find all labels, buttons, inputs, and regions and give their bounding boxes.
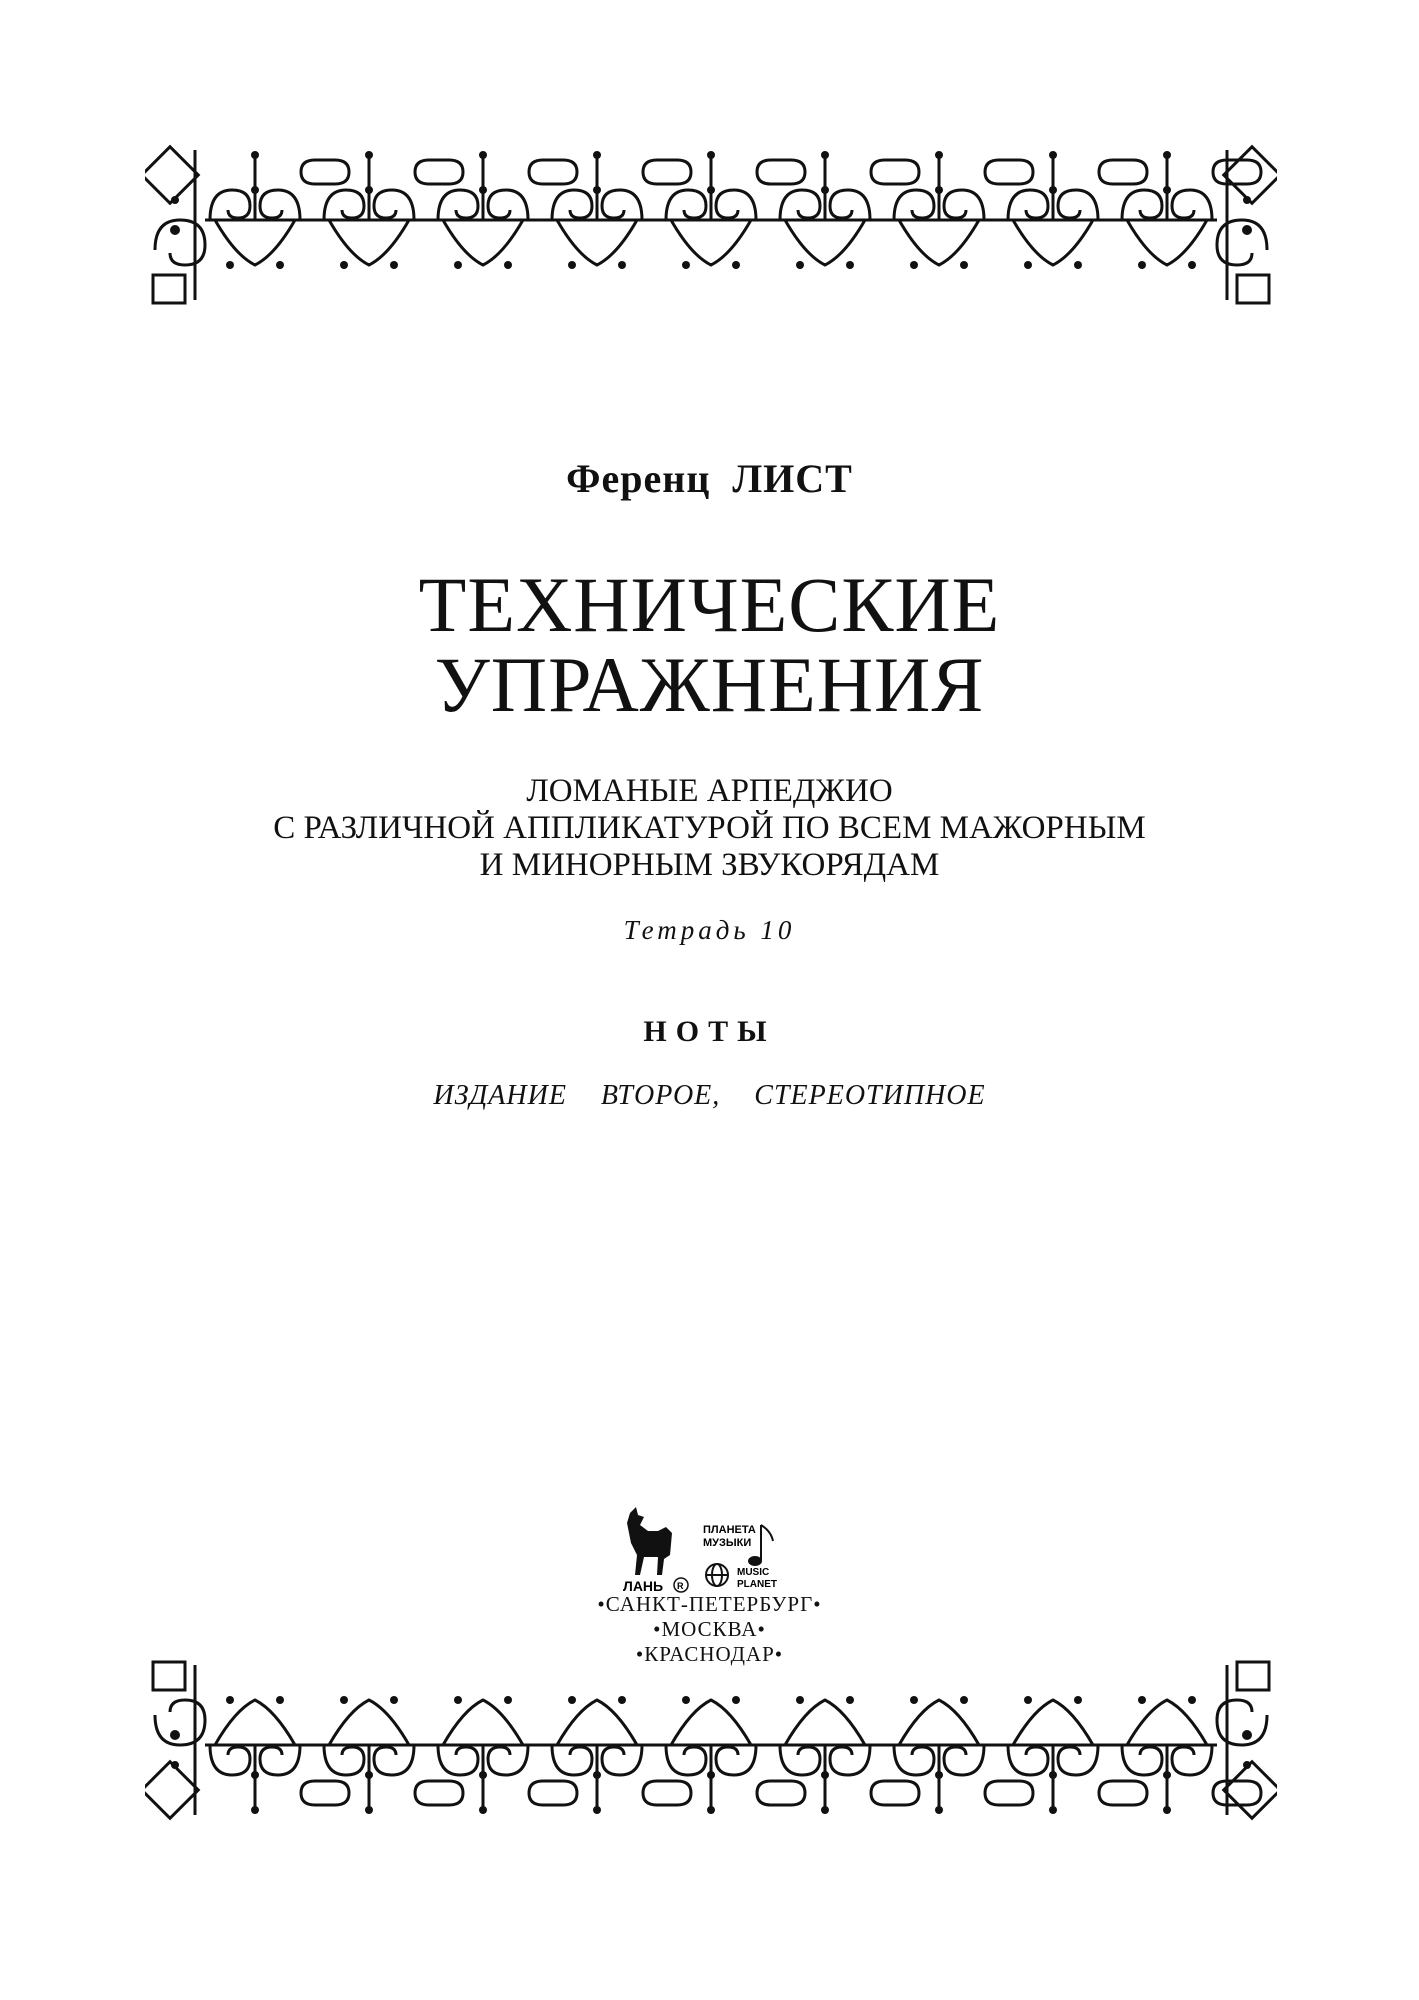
author-first-name: Ференц xyxy=(566,456,711,501)
notebook-number: Тетрадь 10 xyxy=(623,915,796,945)
ornament-dot xyxy=(846,261,854,269)
ornament-dot xyxy=(960,1696,968,1704)
ornament-dot xyxy=(1049,1771,1057,1779)
notes-label: НОТЫ xyxy=(643,1015,776,1048)
ornament-dot xyxy=(340,261,348,269)
ornament-dot xyxy=(935,1806,943,1814)
top-ornament xyxy=(145,140,1277,310)
ornament-dot xyxy=(390,261,398,269)
ornament-dot xyxy=(707,1806,715,1814)
ornament-dot xyxy=(251,1771,259,1779)
ornament-dot xyxy=(935,186,943,194)
ornament-scroll xyxy=(552,1700,691,1810)
ornament-dot xyxy=(1049,1806,1057,1814)
bottom-ornament xyxy=(145,1655,1277,1825)
ornament-dot xyxy=(365,151,373,159)
ornament-scroll xyxy=(210,155,349,265)
ornament-dot xyxy=(593,186,601,194)
ornament-dot xyxy=(707,151,715,159)
main-title xyxy=(0,561,1419,728)
svg-text:R: R xyxy=(677,1581,684,1591)
ornament-dot xyxy=(276,1696,284,1704)
ornament-dot xyxy=(618,261,626,269)
ornament-scroll xyxy=(1122,155,1261,265)
ornament-dot xyxy=(1188,1696,1196,1704)
ornament-dot xyxy=(251,186,259,194)
ornament-dot xyxy=(1163,1806,1171,1814)
ornament-scroll xyxy=(894,1700,1033,1810)
ornament-dot xyxy=(479,151,487,159)
ornament-dot xyxy=(365,186,373,194)
ornament-dot xyxy=(1163,1771,1171,1779)
publisher-logo xyxy=(585,1505,845,1595)
ornament-dot xyxy=(1163,186,1171,194)
ornament-dot xyxy=(732,261,740,269)
ornament-dot xyxy=(340,1696,348,1704)
ornament-scroll xyxy=(1008,1700,1147,1810)
author-last-name: ЛИСТ xyxy=(732,456,853,501)
ornament-dot xyxy=(1188,261,1196,269)
ornament-dot xyxy=(618,1696,626,1704)
ornament-dot xyxy=(732,1696,740,1704)
ornament-scroll xyxy=(210,1700,349,1810)
ornament-dot xyxy=(593,1771,601,1779)
ornament-dot xyxy=(910,1696,918,1704)
ornament-dot xyxy=(935,1771,943,1779)
ornament-dot xyxy=(960,261,968,269)
logo-music-line-2: PLANET xyxy=(737,1579,777,1590)
ornament-dot xyxy=(935,151,943,159)
main-title-line-1: ТЕХНИЧЕСКИЕ xyxy=(418,561,1001,648)
ornament-dot xyxy=(796,261,804,269)
ornament-dot xyxy=(910,261,918,269)
ornament-scroll xyxy=(1122,1700,1261,1810)
ornament-dot xyxy=(682,261,690,269)
ornament-dot xyxy=(1024,1696,1032,1704)
ornament-dot xyxy=(568,1696,576,1704)
ornament-scroll xyxy=(666,155,805,265)
ornament-scroll xyxy=(780,155,919,265)
ornament-scroll xyxy=(324,1700,463,1810)
ornament-dot xyxy=(479,186,487,194)
ornament-dot xyxy=(479,1771,487,1779)
logo-planeta-line-2: МУЗЫКИ xyxy=(703,1537,752,1549)
ornament-dot xyxy=(1163,151,1171,159)
edition-label: ИЗДАНИЕ ВТОРОЕ, СТЕРЕОТИПНОЕ xyxy=(433,1080,986,1111)
ornament-dot xyxy=(821,1771,829,1779)
ornament-dot xyxy=(365,1806,373,1814)
ornament-dot xyxy=(1049,151,1057,159)
city-saint-petersburg: •САНКТ-ПЕТЕРБУРГ• xyxy=(597,1592,822,1616)
city-krasnodar: •КРАСНОДАР• xyxy=(635,1642,784,1666)
ornament-dot xyxy=(707,1771,715,1779)
ornament-border-top xyxy=(145,140,1277,310)
ornament-dot xyxy=(707,186,715,194)
ornament-dot xyxy=(593,1806,601,1814)
publisher-logo-graphic xyxy=(585,1505,845,1595)
ornament-dot xyxy=(226,1696,234,1704)
ornament-dot xyxy=(1074,261,1082,269)
ornament-scroll xyxy=(438,155,577,265)
ornament-dot xyxy=(821,151,829,159)
ornament-dot xyxy=(1024,261,1032,269)
ornament-scroll xyxy=(894,155,1033,265)
ornament-dot xyxy=(593,151,601,159)
main-title-line-2: УПРАЖНЕНИЯ xyxy=(434,641,985,728)
ornament-scroll xyxy=(552,155,691,265)
ornament-dot xyxy=(568,261,576,269)
ornament-dot xyxy=(365,1771,373,1779)
subtitle xyxy=(0,773,1419,884)
ornament-dot xyxy=(1138,261,1146,269)
ornament-dot xyxy=(479,1806,487,1814)
ornament-dot xyxy=(276,261,284,269)
logo-music-line-1: MUSIC xyxy=(737,1567,770,1578)
ornament-dot xyxy=(1138,1696,1146,1704)
ornament-border-bottom xyxy=(145,1655,1277,1825)
subtitle-line-1: ЛОМАНЫЕ АРПЕДЖИО xyxy=(526,773,893,809)
ornament-dot xyxy=(1049,186,1057,194)
ornament-dot xyxy=(226,261,234,269)
subtitle-line-2: С РАЗЛИЧНОЙ АППЛИКАТУРОЙ ПО ВСЕМ МАЖОРНЫМ xyxy=(273,810,1146,846)
ornament-dot xyxy=(846,1696,854,1704)
ornament-scroll xyxy=(438,1700,577,1810)
deer-logo-icon xyxy=(627,1507,672,1575)
ornament-dot xyxy=(821,1806,829,1814)
ornament-dot xyxy=(454,261,462,269)
ornament-dot xyxy=(390,1696,398,1704)
author-name xyxy=(0,455,1419,502)
ornament-dot xyxy=(1074,1696,1082,1704)
ornament-scroll xyxy=(666,1700,805,1810)
ornament-dot xyxy=(454,1696,462,1704)
ornament-dot xyxy=(821,186,829,194)
ornament-dot xyxy=(682,1696,690,1704)
ornament-scroll xyxy=(1008,155,1147,265)
ornament-dot xyxy=(504,261,512,269)
ornament-dot xyxy=(504,1696,512,1704)
subtitle-line-3: И МИНОРНЫМ ЗВУКОРЯДАМ xyxy=(479,847,940,883)
ornament-dot xyxy=(796,1696,804,1704)
city-moscow: •МОСКВА• xyxy=(653,1617,766,1641)
ornament-dot xyxy=(251,151,259,159)
logo-planeta-line-1: ПЛАНЕТА xyxy=(703,1524,756,1536)
ornament-scroll xyxy=(324,155,463,265)
logo-lan-text: ЛАНЬ xyxy=(623,1578,664,1594)
ornament-dot xyxy=(251,1806,259,1814)
ornament-scroll xyxy=(780,1700,919,1810)
